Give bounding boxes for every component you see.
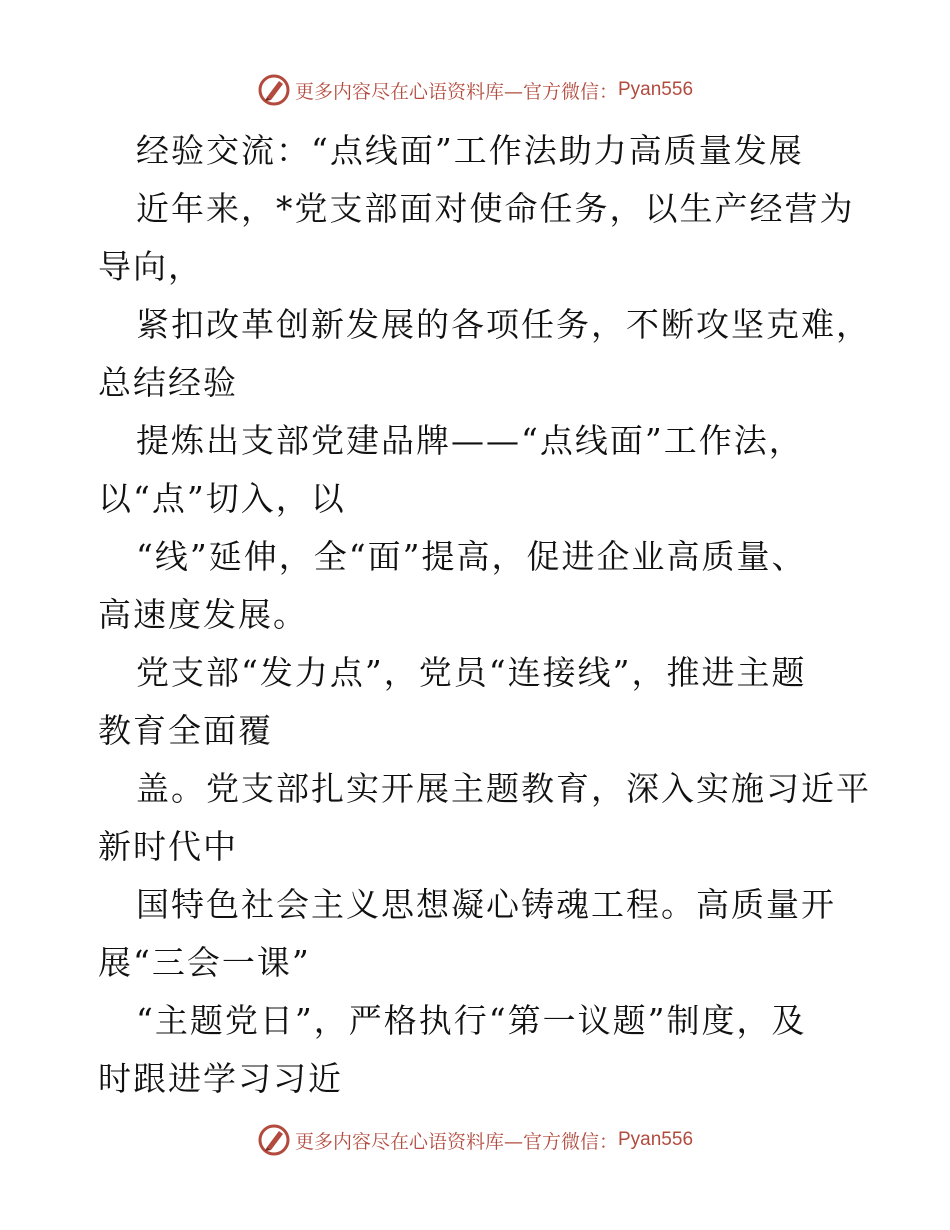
pen-logo-icon xyxy=(257,73,291,107)
text-line: 时跟进学习习近 xyxy=(98,1059,343,1098)
watermark-text: 更多内容尽在心语资料库—官方微信： xyxy=(294,80,618,103)
text-line: 高速度发展。 xyxy=(98,595,308,634)
text-line: 总结经验 xyxy=(98,363,238,402)
text-line: 导向， xyxy=(98,247,203,286)
text-line: 教育全面覆 xyxy=(98,711,273,750)
watermark-brand: Pyan556 xyxy=(618,1129,694,1150)
text-line: 党支部“发力点”，党员“连接线”，推进主题 xyxy=(136,653,807,692)
footer-watermark xyxy=(0,1120,950,1160)
header-watermark xyxy=(0,70,950,110)
text-line: 以“点”切入，以 xyxy=(98,479,346,518)
watermark-brand: Pyan556 xyxy=(618,79,694,100)
text-line: 国特色社会主义思想凝心铸魂工程。高质量开 xyxy=(136,885,836,924)
text-line: 近年来，*党支部面对使命任务，以生产经营为 xyxy=(136,189,855,228)
document-body xyxy=(98,122,871,1108)
text-line: “线”延伸，全“面”提高，促进企业高质量、 xyxy=(136,537,807,576)
text-line: 经验交流：“点线面”工作法助力高质量发展 xyxy=(136,131,804,170)
text-line: 提炼出支部党建品牌——“点线面”工作法， xyxy=(136,421,804,460)
text-line: 紧扣改革创新发展的各项任务，不断攻坚克难， xyxy=(136,305,871,344)
text-line: “主题党日”，严格执行“第一议题”制度，及 xyxy=(136,1001,807,1040)
text-line: 展“三会一课” xyxy=(98,943,311,982)
watermark-text: 更多内容尽在心语资料库—官方微信： xyxy=(294,1130,618,1153)
text-line: 新时代中 xyxy=(98,827,238,866)
pen-logo-icon xyxy=(257,1123,291,1157)
text-line: 盖。党支部扎实开展主题教育，深入实施习近平 xyxy=(136,769,871,808)
